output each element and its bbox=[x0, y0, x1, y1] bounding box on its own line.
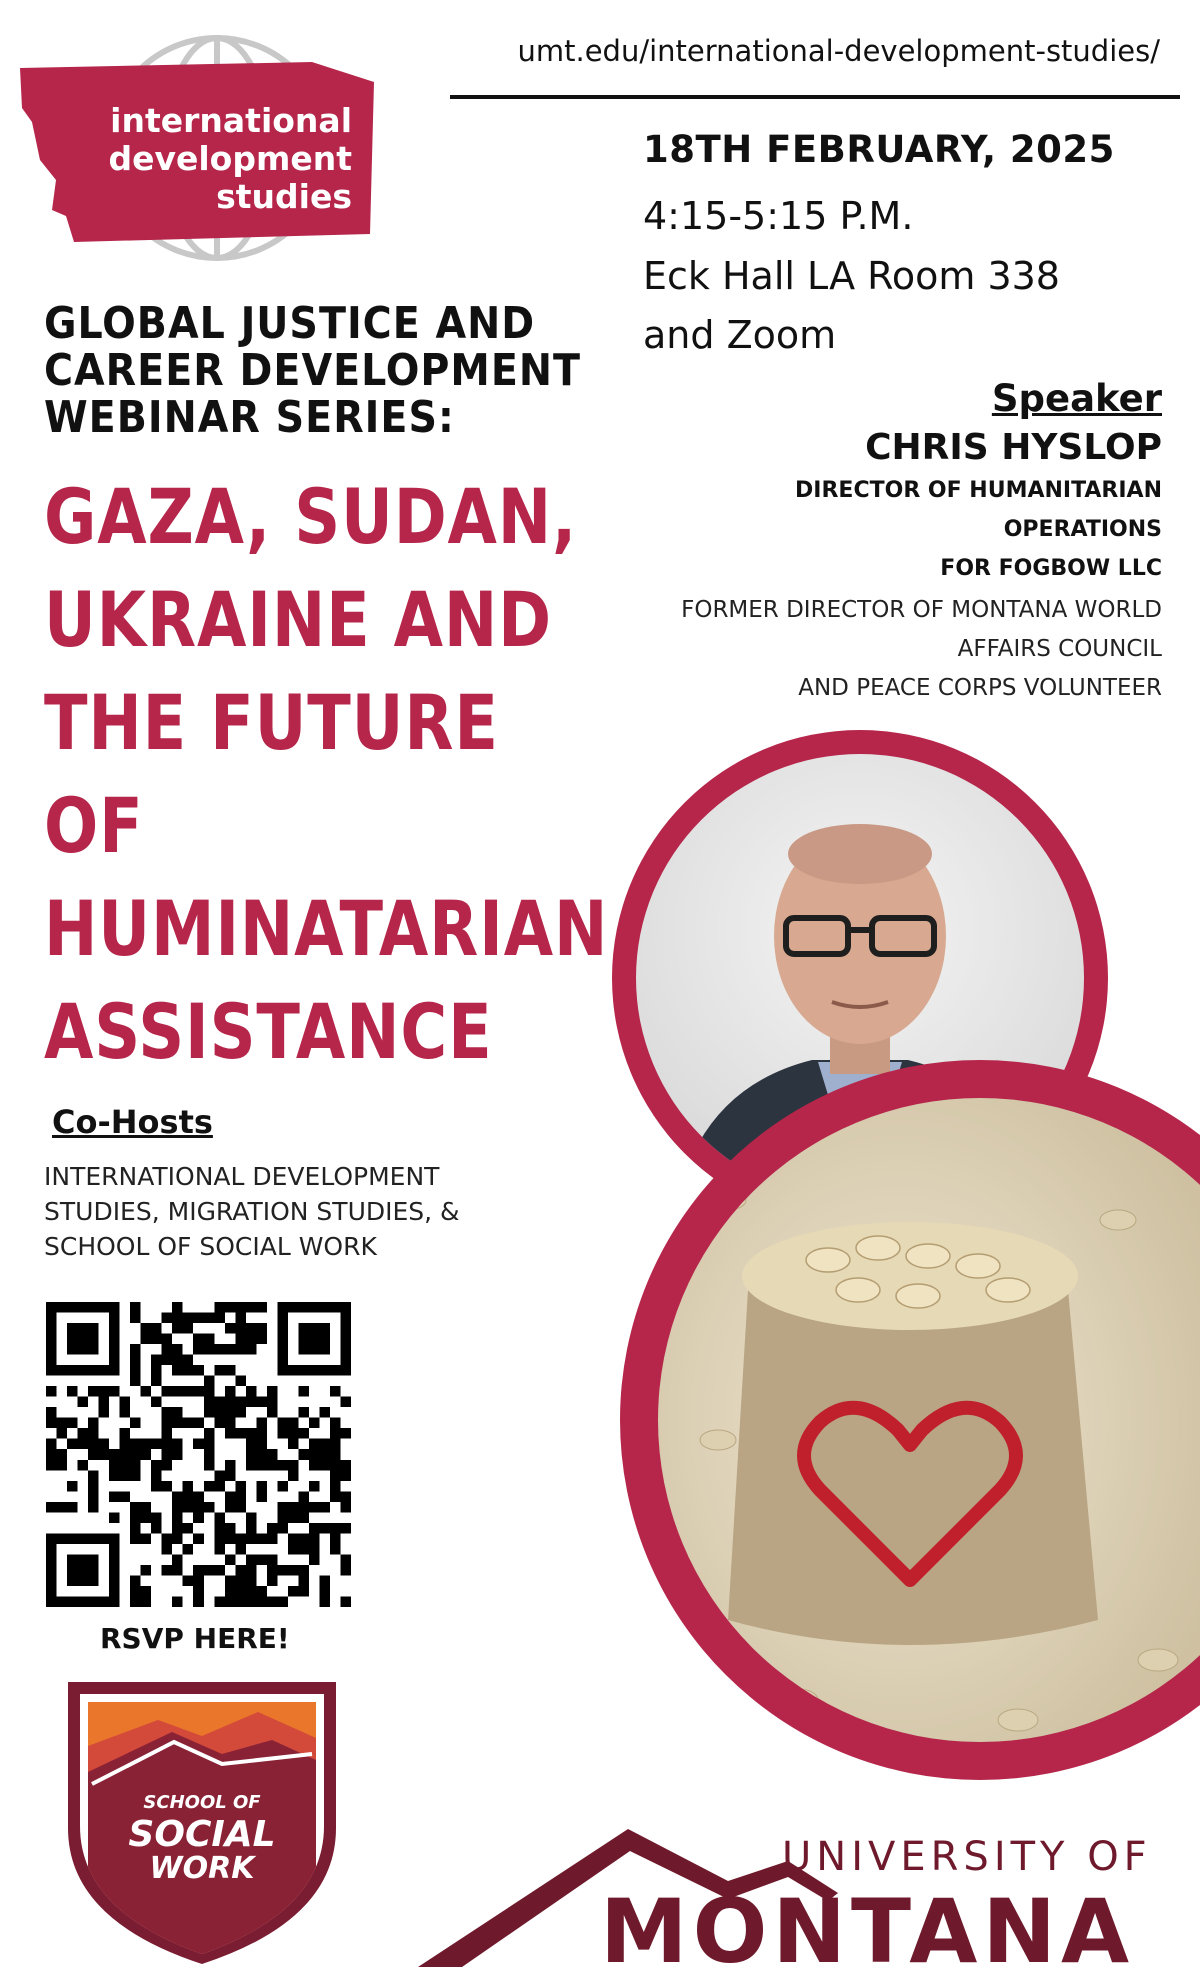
grain-sack-heart-photo bbox=[598, 1060, 1200, 1780]
series-line: GLOBAL JUSTICE AND bbox=[44, 298, 536, 349]
speaker-role-line: FOR FOGBOW LLC bbox=[940, 556, 1162, 581]
series-line: WEBINAR SERIES: bbox=[44, 392, 455, 443]
title-line: THE FUTURE bbox=[44, 678, 499, 767]
speaker-bio-line: AND PEACE CORPS VOLUNTEER bbox=[798, 675, 1162, 701]
speaker-name: CHRIS HYSLOP bbox=[865, 427, 1162, 468]
title-line: GAZA, SUDAN, bbox=[44, 472, 578, 561]
divider-line bbox=[450, 95, 1180, 99]
speaker-heading: Speaker bbox=[991, 377, 1162, 420]
speaker-role-line: DIRECTOR OF HUMANITARIAN bbox=[795, 478, 1162, 503]
university-name-line-2: MONTANA bbox=[600, 1880, 1135, 1983]
title-line: OF bbox=[44, 781, 144, 870]
cohosts-line: SCHOOL OF SOCIAL WORK bbox=[44, 1232, 377, 1261]
cohosts-heading: Co-Hosts bbox=[52, 1103, 213, 1141]
series-line: CAREER DEVELOPMENT bbox=[44, 345, 582, 396]
event-location: Eck Hall LA Room 338 bbox=[643, 254, 1060, 298]
title-line: ASSISTANCE bbox=[44, 987, 493, 1076]
rsvp-qr-code[interactable] bbox=[46, 1302, 351, 1607]
title-line: HUMINATARIAN bbox=[44, 884, 609, 973]
speaker-role-line: OPERATIONS bbox=[1003, 517, 1162, 542]
international-development-studies-logo bbox=[12, 20, 382, 282]
event-time: 4:15-5:15 P.M. bbox=[643, 194, 914, 238]
speaker-bio-line: AFFAIRS COUNCIL bbox=[957, 636, 1162, 662]
rsvp-label[interactable]: RSVP HERE! bbox=[100, 1622, 290, 1655]
ssw-line-1: SCHOOL OF bbox=[143, 1792, 261, 1813]
logo-line-1: international bbox=[110, 101, 352, 140]
school-of-social-work-badge bbox=[62, 1676, 342, 1966]
event-location-zoom: and Zoom bbox=[643, 313, 837, 357]
cohosts-line: STUDIES, MIGRATION STUDIES, & bbox=[44, 1197, 460, 1226]
cohosts-line: INTERNATIONAL DEVELOPMENT bbox=[44, 1162, 440, 1191]
ssw-line-3: WORK bbox=[149, 1851, 255, 1886]
ssw-line-2: SOCIAL bbox=[128, 1814, 276, 1855]
event-title bbox=[44, 465, 608, 1083]
university-name-line-1: UNIVERSITY OF bbox=[782, 1834, 1152, 1880]
title-line: UKRAINE AND bbox=[44, 575, 552, 664]
speaker-bio-line: FORMER DIRECTOR OF MONTANA WORLD bbox=[681, 597, 1162, 623]
logo-line-2: development bbox=[108, 139, 352, 178]
event-date: 18TH FEBRUARY, 2025 bbox=[643, 128, 1115, 171]
website-url[interactable]: umt.edu/international-development-studies/ bbox=[517, 34, 1160, 68]
series-heading bbox=[44, 300, 581, 441]
logo-line-3: studies bbox=[216, 177, 352, 216]
